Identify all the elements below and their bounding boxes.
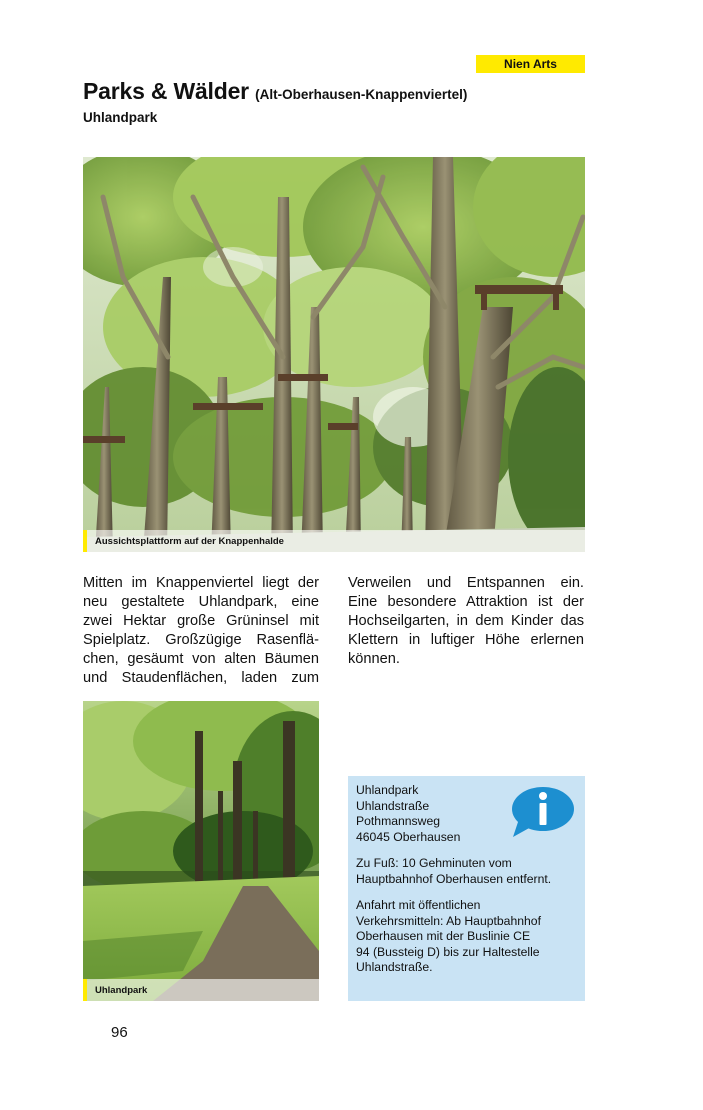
- info-walk: [356, 856, 577, 887]
- page-number: 96: [111, 1024, 128, 1041]
- info-box: [348, 776, 585, 1001]
- body-line: Verweilen und Entspannen ein.: [348, 575, 584, 591]
- body-line: Eine besondere Attraktion ist der: [348, 594, 584, 610]
- transit-line: Anfahrt mit öffentlichen: [356, 898, 481, 912]
- body-column-2: [348, 574, 584, 669]
- body-line: und Staudenflächen, laden zum: [83, 670, 319, 686]
- transit-line: Verkehrsmitteln: Ab Hauptbahnhof: [356, 913, 541, 928]
- address-line: 46045 Oberhausen: [356, 829, 461, 844]
- title-suffix: (Alt-Oberhausen-Knappenviertel): [255, 87, 468, 102]
- transit-line: Uhlandstraße.: [356, 960, 433, 974]
- address-line: Uhlandstraße: [356, 798, 430, 813]
- body-line: können.: [348, 651, 400, 667]
- photo2-caption: Uhlandpark: [83, 979, 319, 1001]
- tree-canopy-illustration: [83, 157, 585, 552]
- body-line: chen, gesäumt von alten Bäumen: [83, 651, 319, 667]
- address-line: Uhlandpark: [356, 783, 419, 797]
- section-tag: Nien Arts: [476, 55, 585, 73]
- title-main: Parks & Wälder: [83, 78, 249, 104]
- page-subtitle: Uhlandpark: [83, 110, 158, 125]
- info-transit: [356, 898, 577, 976]
- photo1-caption: Aussichtsplattform auf der Knappenhalde: [83, 530, 585, 552]
- body-line: neu gestaltete Uhlandpark, eine: [83, 594, 319, 610]
- walk-line: Hauptbahnhof Oberhausen entfernt.: [356, 871, 552, 886]
- transit-line: Oberhausen mit der Buslinie CE: [356, 929, 531, 943]
- body-column-1: [83, 574, 319, 688]
- body-line: zwei Hektar große Grüninsel mit: [83, 613, 319, 629]
- address-line: Pothmannsweg: [356, 814, 441, 828]
- photo-knappenhalde: [83, 157, 585, 552]
- transit-line: 94 (Bussteig D) bis zur Haltestelle: [356, 944, 540, 959]
- walk-line: Zu Fuß: 10 Gehminuten vom: [356, 856, 512, 870]
- page-title: [83, 78, 467, 105]
- body-line: Klettern in luftiger Höhe erlernen: [348, 632, 584, 648]
- body-line: Spielplatz. Großzügige Rasenflä-: [83, 632, 319, 648]
- park-path-illustration: [83, 701, 319, 1001]
- body-line: Hochseilgarten, in dem Kinder das: [348, 613, 584, 629]
- body-line: Mitten im Knappenviertel liegt der: [83, 575, 319, 591]
- info-speech-bubble-icon: [511, 785, 575, 844]
- photo-uhlandpark: [83, 701, 319, 1001]
